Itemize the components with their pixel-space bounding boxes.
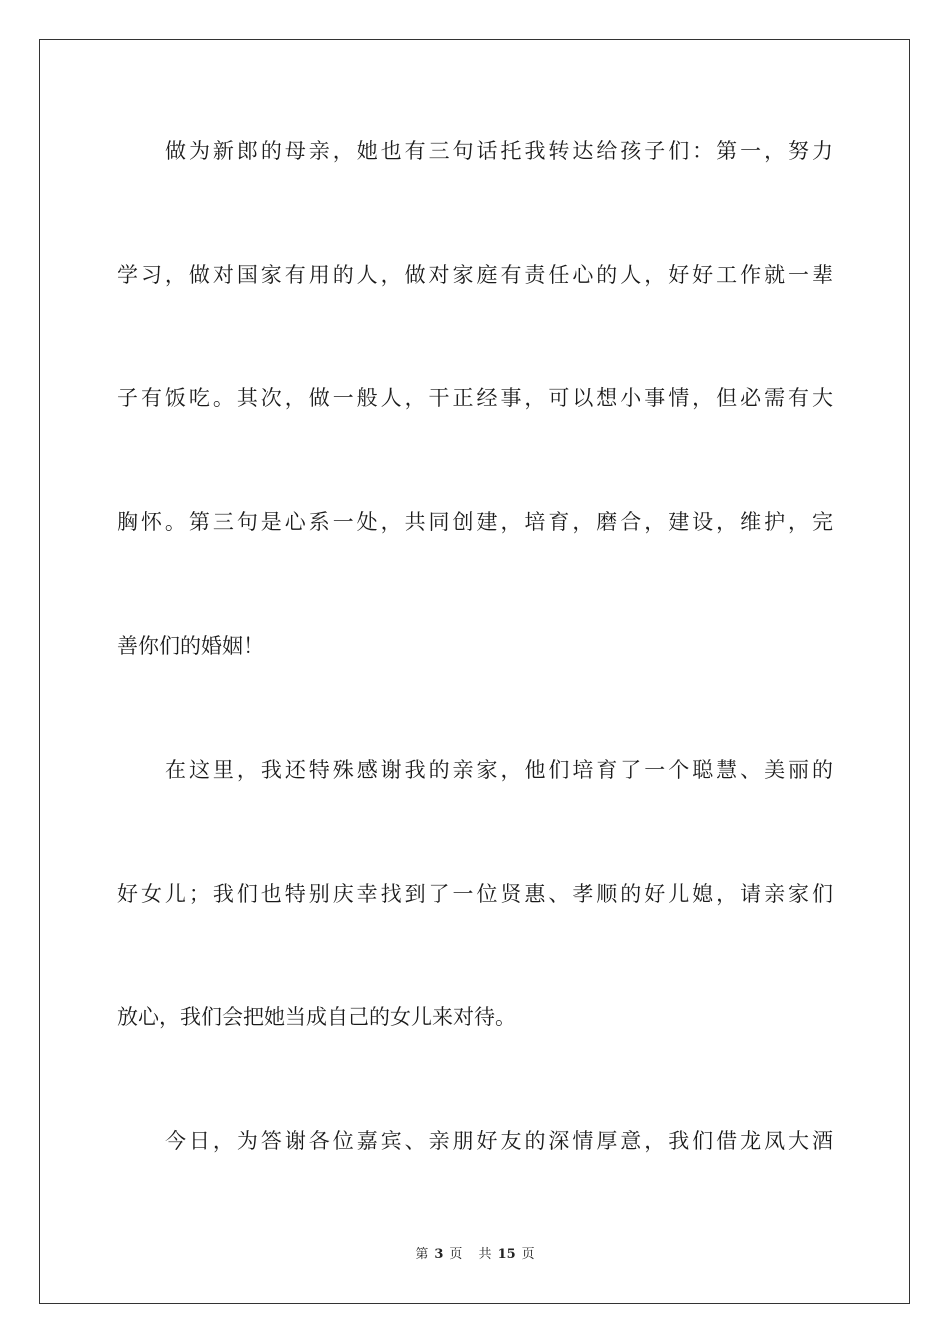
paragraph-2-line-3: 放心，我们会把她当成自己的女儿来对待。: [117, 1005, 516, 1029]
paragraph-2-line-2: 好女儿；我们也特别庆幸找到了一位贤惠、孝顺的好儿媳，请亲家们: [117, 882, 833, 906]
paragraph-2-line-1: 在这里，我还特殊感谢我的亲家，他们培育了一个聪慧、美丽的: [165, 758, 833, 782]
page-footer: [0, 1246, 950, 1264]
page-suffix: 页: [449, 1247, 463, 1262]
page-border: [39, 39, 910, 1304]
paragraph-1-line-3: 子有饭吃。其次，做一般人，干正经事，可以想小事情，但必需有大: [117, 386, 833, 410]
paragraph-1-line-5: 善你们的婚姻！: [117, 634, 264, 658]
total-suffix: 页: [521, 1247, 535, 1262]
paragraph-3-line-1: 今日，为答谢各位嘉宾、亲朋好友的深情厚意，我们借龙凤大酒: [165, 1129, 833, 1153]
total-pages: 15: [497, 1247, 516, 1262]
paragraph-1-line-2: 学习，做对国家有用的人，做对家庭有责任心的人，好好工作就一辈: [117, 263, 833, 287]
paragraph-1-line-4: 胸怀。第三句是心系一处，共同创建，培育，磨合，建设，维护，完: [117, 510, 833, 534]
page-indicator: [412, 1247, 465, 1262]
paragraph-1-line-1: 做为新郎的母亲，她也有三句话托我转达给孩子们：第一，努力: [165, 139, 833, 163]
page-prefix: 第: [415, 1247, 429, 1262]
page-number: 3: [434, 1247, 444, 1262]
total-prefix: 共: [478, 1247, 492, 1262]
total-pages-indicator: [476, 1247, 538, 1262]
